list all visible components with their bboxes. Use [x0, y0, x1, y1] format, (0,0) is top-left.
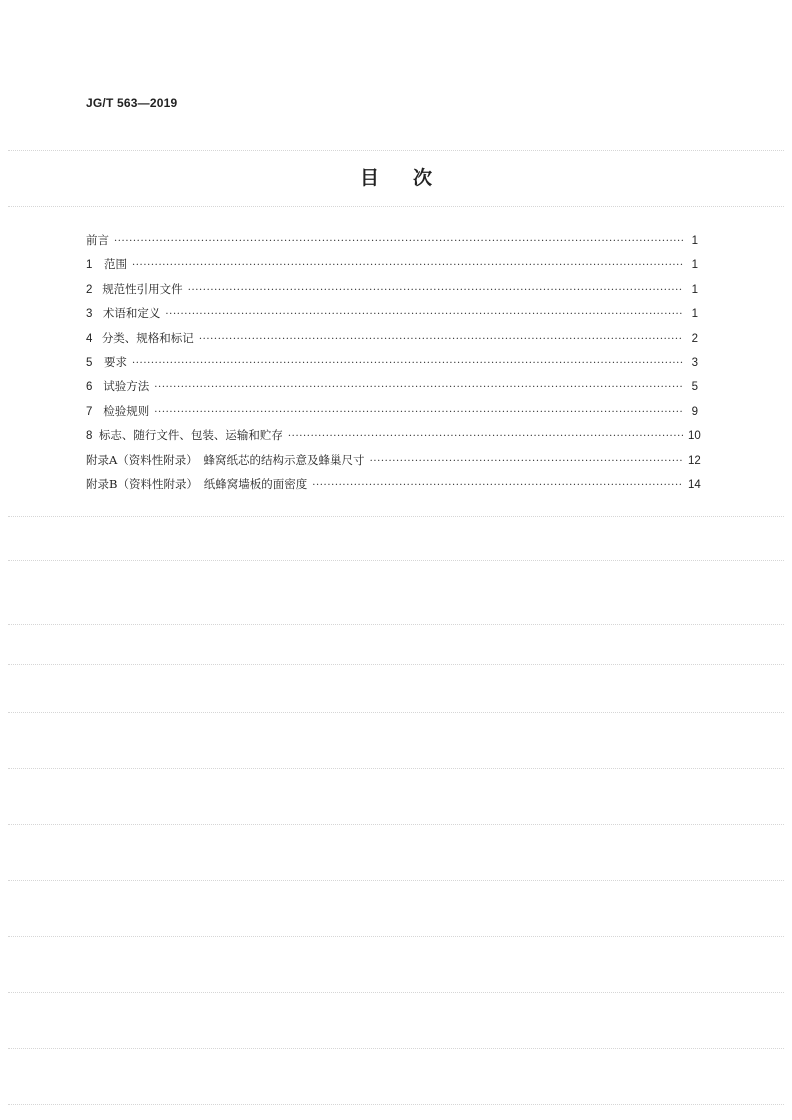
toc-entry-number: 8	[86, 430, 93, 443]
dot-leader	[288, 425, 683, 449]
scan-rule	[8, 664, 784, 665]
toc-entry-number: 3	[86, 308, 93, 321]
toc-entry-page: 1	[691, 283, 698, 296]
scan-rule	[8, 624, 784, 625]
toc-entry-page: 10	[688, 430, 701, 443]
scan-rule	[8, 1104, 784, 1105]
toc-entry-2[interactable]	[86, 277, 698, 301]
toc-entry-page: 9	[691, 405, 698, 418]
dot-leader	[312, 474, 683, 498]
standard-code: JG/T 563—2019	[86, 96, 178, 110]
table-of-contents	[86, 228, 701, 496]
scan-rule	[8, 936, 784, 937]
toc-entry-label: 标志、随行文件、包装、运输和贮存	[98, 428, 283, 443]
page-title: 目次	[359, 167, 466, 189]
dot-leader	[370, 450, 683, 474]
toc-entry-page: 3	[691, 356, 698, 369]
toc-entry-7[interactable]	[86, 399, 698, 423]
scan-rule	[8, 206, 784, 207]
scan-rule	[8, 992, 784, 993]
toc-entry-label: 前言	[86, 233, 109, 247]
toc-entry-page: 5	[691, 381, 698, 394]
toc-entry-page: 1	[691, 235, 698, 247]
toc-entry-label: 检验规则	[103, 403, 150, 418]
dot-leader	[188, 279, 683, 303]
toc-entry-page: 14	[688, 478, 701, 491]
scan-rule	[8, 880, 784, 881]
toc-entry-number: 5	[86, 356, 93, 369]
toc-entry-label: 范围	[104, 257, 127, 272]
toc-entry-number: 4	[86, 332, 93, 345]
scan-rule	[8, 1048, 784, 1049]
toc-entry-label: 试验方法	[103, 379, 150, 394]
dot-leader	[154, 401, 683, 425]
scan-rule	[8, 150, 784, 151]
toc-entry-page: 12	[688, 454, 701, 467]
toc-entry-number: 2	[86, 283, 93, 296]
toc-entry-8[interactable]	[86, 423, 701, 447]
toc-entry-label: 要求	[104, 354, 127, 369]
dot-leader	[154, 376, 683, 400]
dot-leader	[132, 352, 683, 376]
toc-entry-page: 2	[691, 332, 698, 345]
toc-entry-5[interactable]	[86, 350, 698, 374]
dot-leader	[165, 303, 683, 327]
scan-rule	[8, 516, 784, 517]
scan-rule	[8, 712, 784, 713]
toc-entry-label: 术语和定义	[102, 306, 161, 321]
toc-entry-appendix-b[interactable]	[86, 472, 701, 496]
toc-entry-label: 附录A（资料性附录） 蜂窝纸芯的结构示意及蜂巢尺寸	[86, 452, 365, 467]
toc-entry-label: 分类、规格和标记	[101, 330, 194, 345]
toc-entry-1[interactable]	[86, 252, 698, 276]
toc-entry-number: 1	[86, 259, 93, 272]
toc-entry-appendix-a[interactable]	[86, 448, 701, 472]
toc-entry-number: 7	[86, 405, 93, 418]
toc-entry-6[interactable]	[86, 374, 698, 398]
toc-entry-number: 6	[86, 381, 93, 394]
toc-entry-page: 1	[691, 308, 698, 321]
scan-rule	[8, 560, 784, 561]
scan-rule	[8, 824, 784, 825]
dot-leader	[114, 230, 683, 254]
dot-leader	[132, 254, 683, 278]
toc-entry-label: 附录B（资料性附录） 纸蜂窝墙板的面密度	[86, 476, 308, 491]
toc-entry-4[interactable]	[86, 326, 698, 350]
toc-entry-page: 1	[691, 259, 698, 272]
toc-entry-label: 规范性引用文件	[102, 281, 183, 296]
dot-leader	[199, 328, 683, 352]
toc-entry-3[interactable]	[86, 301, 698, 325]
toc-entry-foreword[interactable]	[86, 228, 698, 252]
scan-rule	[8, 768, 784, 769]
